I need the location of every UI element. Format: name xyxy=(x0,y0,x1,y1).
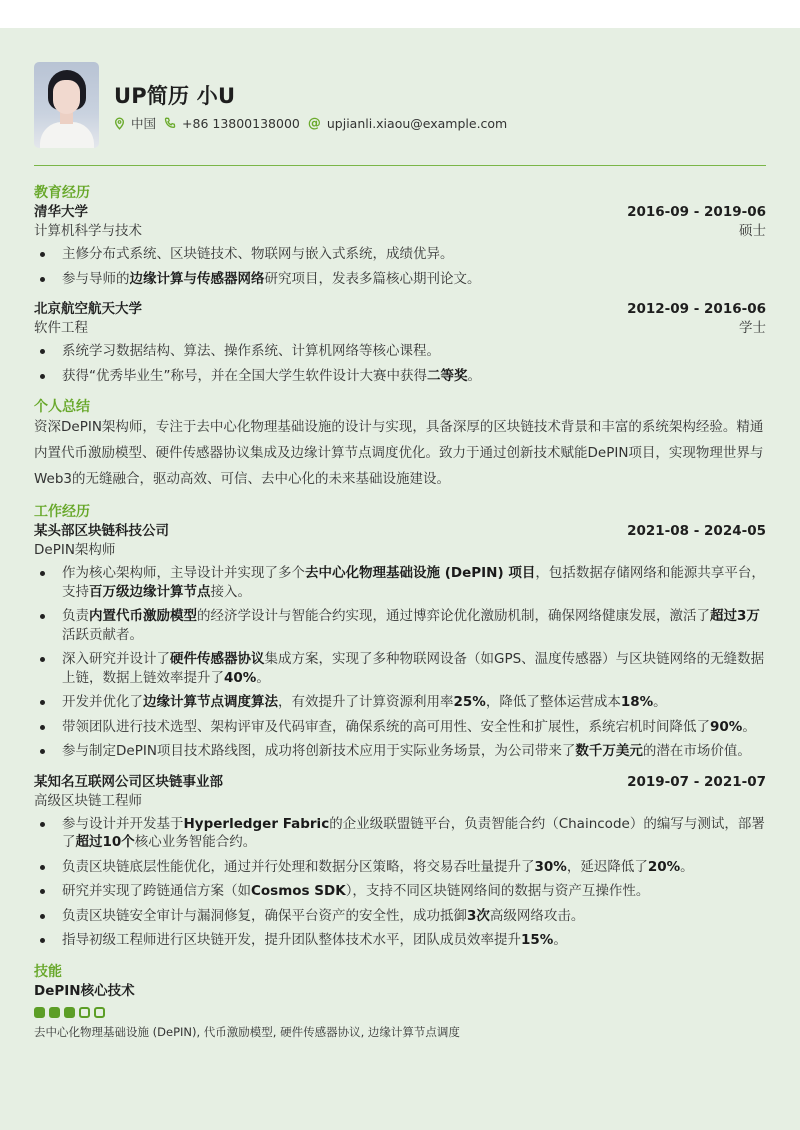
phone-icon xyxy=(164,117,176,129)
rating-dot-filled xyxy=(34,1007,45,1018)
entry-header xyxy=(34,522,766,541)
highlight-text: 40% xyxy=(224,669,257,686)
entry-header xyxy=(34,300,766,319)
work-entry xyxy=(34,773,766,950)
degree: 硕士 xyxy=(739,223,766,239)
highlight-text: 硬件传感器协议 xyxy=(170,651,265,667)
bullet-item xyxy=(34,693,766,712)
bullet-list xyxy=(34,564,766,761)
location-text: 中国 xyxy=(131,116,157,131)
contact-phone xyxy=(164,116,300,131)
education-entry xyxy=(34,203,766,288)
bullet-text: 获得“优秀毕业生”称号，并在全国大学生软件设计大赛中获得 xyxy=(62,367,427,384)
highlight-text: 超过10个 xyxy=(75,834,135,850)
bullet-text: 负责 xyxy=(62,608,89,624)
bullet-text: 深入研究并设计了 xyxy=(62,651,170,667)
bullet-text: 。 xyxy=(553,932,567,948)
bullet-list xyxy=(34,245,766,288)
bullet-text: 研究项目，发表多篇核心期刊论文。 xyxy=(264,270,481,287)
bullet-item xyxy=(34,907,766,926)
job-title: DePIN架构师 xyxy=(34,542,116,558)
work-entry xyxy=(34,522,766,761)
entry-subheader xyxy=(34,222,766,241)
bullet-item xyxy=(34,245,766,264)
highlight-text: 30% xyxy=(534,858,567,875)
section-title-education: 教育经历 xyxy=(34,185,90,201)
contact-email xyxy=(308,116,507,131)
resume-header xyxy=(34,28,766,166)
bullet-text: 。 xyxy=(742,718,756,735)
highlight-text: 3次 xyxy=(467,907,490,924)
bullet-text: 参与制定DePIN项目技术路线图，成功将创新技术应用于实际业务场景，为公司带来了 xyxy=(62,743,576,759)
date-range: 2012-09 - 2016-06 xyxy=(627,301,766,317)
bullet-text: ），支持不同区块链网络间的数据与资产互操作性。 xyxy=(345,883,650,899)
section-title-summary: 个人总结 xyxy=(34,399,90,415)
highlight-text: 内置代币激励模型 xyxy=(89,608,197,624)
entry-header xyxy=(34,773,766,792)
bullet-item xyxy=(34,718,766,737)
date-range: 2021-08 - 2024-05 xyxy=(627,523,766,539)
entry-header xyxy=(34,203,766,222)
bullet-text: 高级网络攻击。 xyxy=(489,907,585,924)
rating-dot-empty xyxy=(94,1007,105,1018)
rating-dot-filled xyxy=(49,1007,60,1018)
bullet-item xyxy=(34,815,766,852)
bullet-text: 的潜在市场价值。 xyxy=(642,743,751,759)
section-title-work: 工作经历 xyxy=(34,504,90,520)
bullet-text: 参与导师的 xyxy=(62,270,130,287)
summary-section xyxy=(34,397,766,492)
highlight-text: 二等奖 xyxy=(427,367,468,384)
education-section xyxy=(34,183,766,385)
bullet-text: 。 xyxy=(256,669,270,686)
skill-description: 去中心化物理基础设施 (DePIN), 代币激励模型, 硬件传感器协议, 边缘计算节点调度 xyxy=(34,1024,460,1039)
email-text[interactable]: upjianli.xiaou@example.com xyxy=(326,115,508,131)
bullet-text: 作为核心架构师，主导设计并实现了多个 xyxy=(62,565,305,581)
skills-section xyxy=(34,962,766,1040)
entry-subheader xyxy=(34,319,766,338)
bullet-text: ，包括数据存储网络和能源共享平台，支持 xyxy=(62,565,765,600)
rating-dot-filled xyxy=(64,1007,75,1018)
skill-entry xyxy=(34,982,766,1040)
major: 软件工程 xyxy=(34,320,88,336)
major: 计算机科学与技术 xyxy=(34,223,142,239)
avatar xyxy=(34,62,99,148)
bullet-text: ，有效提升了计算资源利用率 xyxy=(278,694,454,710)
entry-subheader xyxy=(34,792,766,811)
company-name: 某头部区块链科技公司 xyxy=(34,523,169,539)
resume-page xyxy=(0,28,800,1130)
bullet-text: 活跃贡献者。 xyxy=(62,626,143,643)
at-icon: @ xyxy=(307,115,321,131)
phone-text[interactable]: +86 13800138000 xyxy=(182,115,300,131)
header-divider xyxy=(34,165,766,166)
highlight-text: 90% xyxy=(710,718,743,735)
bullet-list xyxy=(34,815,766,950)
bullet-text: 。 xyxy=(467,367,481,384)
bullet-item xyxy=(34,270,766,289)
bullet-text: 。 xyxy=(653,694,667,710)
highlight-text: 15% xyxy=(521,932,554,948)
bullet-item xyxy=(34,564,766,601)
highlight-text: 百万级边缘计算节点 xyxy=(89,583,211,600)
bullet-item xyxy=(34,342,766,361)
skill-name: DePIN核心技术 xyxy=(34,982,135,999)
degree: 学士 xyxy=(739,320,766,336)
section-title-skills: 技能 xyxy=(34,963,62,980)
bullet-text: ，延迟降低了 xyxy=(566,858,648,875)
highlight-text: Hyperledger Fabric xyxy=(183,815,330,832)
bullet-item xyxy=(34,742,766,761)
bullet-text: 研究并实现了跨链通信方案（如 xyxy=(62,883,251,899)
map-pin-icon xyxy=(114,117,125,130)
bullet-text: 。 xyxy=(680,858,694,875)
top-margin xyxy=(0,0,800,28)
highlight-text: 18% xyxy=(620,694,654,710)
bullet-text: 主修分布式系统、区块链技术、物联网与嵌入式系统，成绩优异。 xyxy=(62,246,454,262)
rating-dot-empty xyxy=(79,1007,90,1018)
date-range: 2019-07 - 2021-07 xyxy=(627,773,766,790)
bullet-list xyxy=(34,342,766,385)
bullet-text: 的企业级联盟链平台，负责智能合约（Chaincode）的编写与测试，部署了 xyxy=(62,815,765,850)
bullet-text: 的经济学设计与智能合约实现，通过博弈论优化激励机制，确保网络健康发展，激活了 xyxy=(197,608,710,624)
bullet-text: 参与设计并开发基于 xyxy=(62,815,184,832)
bullet-text: 系统学习数据结构、算法、操作系统、计算机网络等核心课程。 xyxy=(62,343,440,359)
bullet-text: 负责区块链安全审计与漏洞修复，确保平台资产的安全性，成功抵御 xyxy=(62,907,467,924)
summary-text: 资深DePIN架构师，专注于去中心化物理基础设施的设计与实现，具备深厚的区块链技术背景和丰富的系统架构经验。精通内置代币激励模型、硬件传感器协议集成及边缘计算节点调度优化。致力于通过创新技术赋能DePIN项目，实现物理世界与Web3的无缝融合，驱动高效、可信、去中心化的未来基础设施建设。 xyxy=(34,419,764,487)
education-entry xyxy=(34,300,766,385)
highlight-text: 去中心化物理基础设施 (DePIN) 项目 xyxy=(305,565,536,581)
highlight-text: 边缘计算节点调度算法 xyxy=(143,694,278,710)
bullet-text: ，降低了整体运营成本 xyxy=(485,694,621,710)
skill-rating xyxy=(34,1007,766,1018)
work-section xyxy=(34,502,766,950)
bullet-item xyxy=(34,367,766,386)
contact-info xyxy=(114,114,515,132)
highlight-text: 25% xyxy=(453,694,486,710)
school-name: 北京航空航天大学 xyxy=(34,301,142,317)
candidate-name: UP简历 小U xyxy=(114,84,236,108)
highlight-text: 数千万美元 xyxy=(575,743,643,759)
entry-subheader xyxy=(34,541,766,560)
job-title: 高级区块链工程师 xyxy=(34,792,142,809)
contact-location xyxy=(114,114,156,132)
bullet-text: 指导初级工程师进行区块链开发，提升团队整体技术水平，团队成员效率提升 xyxy=(62,932,521,948)
bullet-text: 带领团队进行技术选型、架构评审及代码审查，确保系统的高可用性、安全性和扩展性，系统宕机时间降低了 xyxy=(62,718,710,735)
bullet-text: 开发并优化了 xyxy=(62,694,143,710)
bullet-text: 核心业务智能合约。 xyxy=(134,834,257,850)
bullet-text: 集成方案，实现了多种物联网设备（如GPS、温度传感器）与区块链网络的无缝数据上链，数据上链效率提升了 xyxy=(62,651,765,686)
company-name: 某知名互联网公司区块链事业部 xyxy=(34,773,223,790)
bullet-item xyxy=(34,931,766,950)
bullet-text: 负责区块链底层性能优化，通过并行处理和数据分区策略，将交易吞吐量提升了 xyxy=(62,858,535,875)
highlight-text: 边缘计算与传感器网络 xyxy=(129,270,265,287)
highlight-text: 超过3万 xyxy=(710,608,760,624)
highlight-text: 20% xyxy=(647,858,681,875)
highlight-text: Cosmos SDK xyxy=(251,883,346,899)
date-range: 2016-09 - 2019-06 xyxy=(627,204,766,220)
bullet-item xyxy=(34,650,766,687)
bullet-item xyxy=(34,882,766,901)
bullet-text: 接入。 xyxy=(210,583,251,600)
school-name: 清华大学 xyxy=(34,204,88,220)
bullet-item xyxy=(34,607,766,644)
bullet-item xyxy=(34,858,766,877)
